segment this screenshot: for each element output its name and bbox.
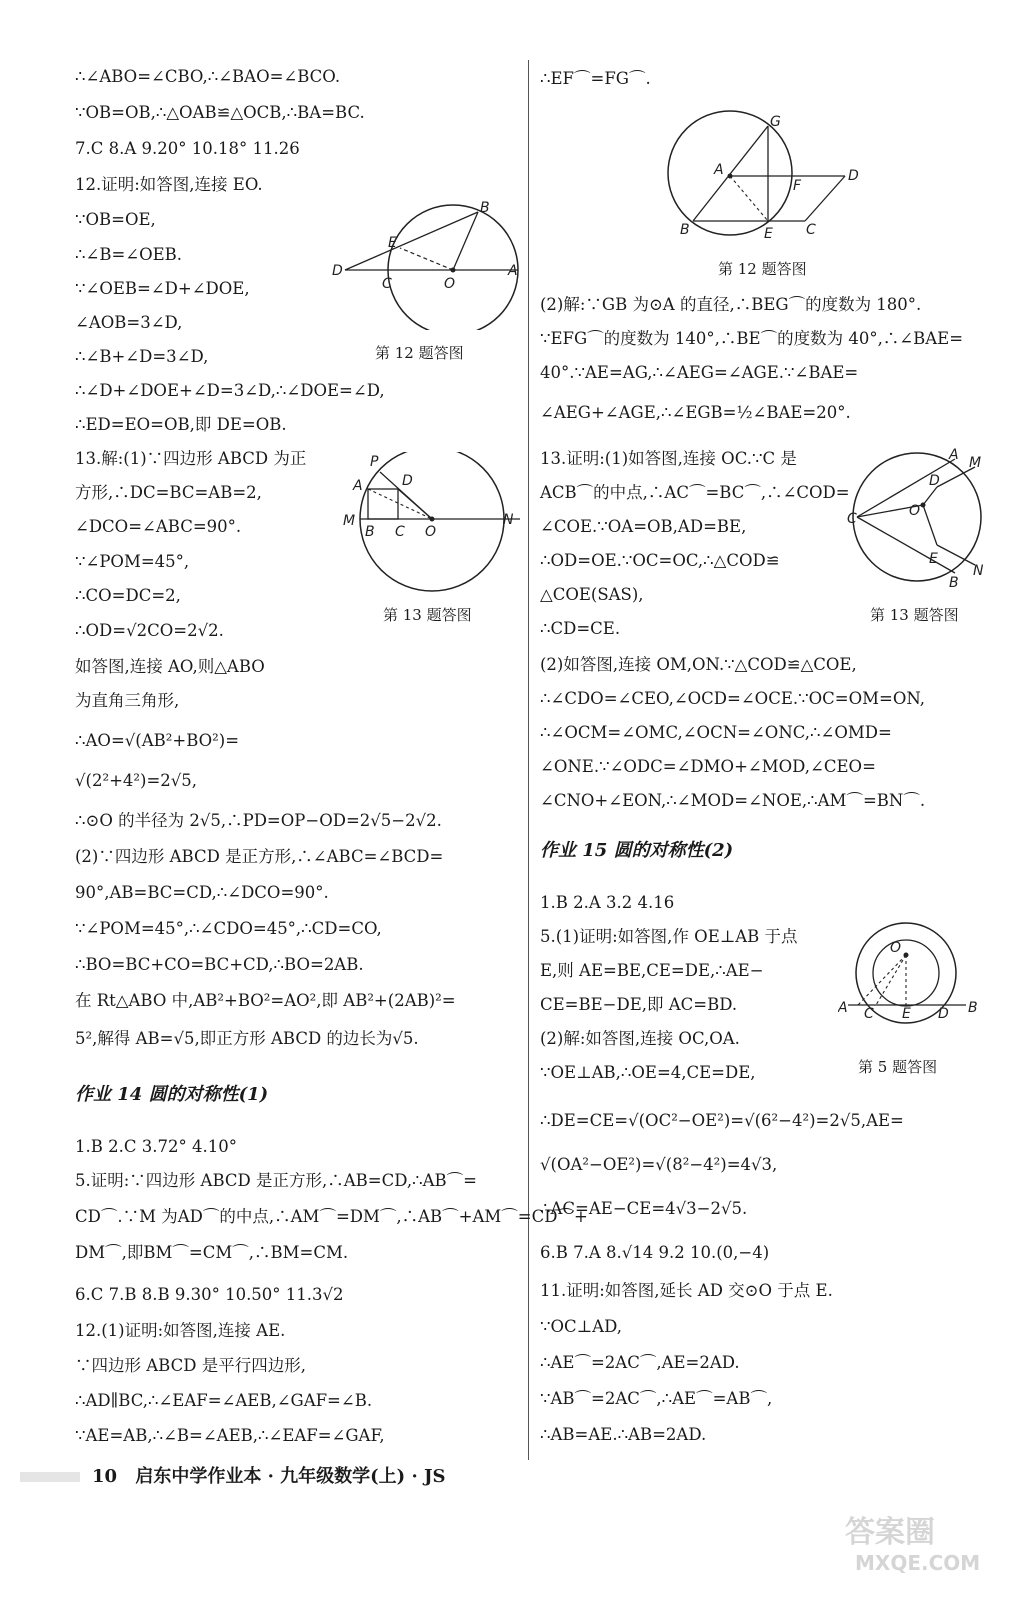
label-C: C bbox=[806, 222, 816, 238]
label-A: A bbox=[508, 263, 518, 279]
answer-line: 7.C 8.A 9.20° 10.18° 11.26 bbox=[75, 139, 300, 158]
text-line: ∴EF⌒=FG⌒. bbox=[540, 69, 651, 88]
text-line: ∴CD=CE. bbox=[540, 619, 621, 638]
text-line: E,则 AE=BE,CE=DE,∴AE− bbox=[540, 961, 764, 980]
text-line: √(OA²−OE²)=√(8²−4²)=4√3, bbox=[540, 1155, 778, 1174]
text-line: ∵∠POM=45°, bbox=[75, 552, 190, 571]
text-line: ∵AE=AB,∴∠B=∠AEB,∴∠EAF=∠GAF, bbox=[75, 1426, 385, 1445]
text-line: 5²,解得 AB=√5,即正方形 ABCD 的边长为√5. bbox=[75, 1029, 419, 1048]
answer-line: 6.B 7.A 8.√14 9.2 10.(0,−4) bbox=[540, 1243, 770, 1262]
text-line: (2)如答图,连接 OM,ON.∵△COD≌△COE, bbox=[540, 655, 857, 674]
text-line: (2)解:∵GB 为⊙A 的直径,∴BEG⌒的度数为 180°. bbox=[540, 295, 922, 314]
figure-12-right bbox=[660, 108, 870, 243]
label-P: P bbox=[370, 454, 379, 470]
text-line: ∵OB=OB,∴△OAB≌△OCB,∴BA=BC. bbox=[75, 103, 365, 122]
book-title: 启东中学作业本 · 九年级数学(上) · JS bbox=[135, 1466, 446, 1487]
text-line: 如答图,连接 AO,则△ABO bbox=[75, 657, 265, 676]
text-line: ∠DCO=∠ABC=90°. bbox=[75, 517, 242, 536]
answer-line: 6.C 7.B 8.B 9.30° 10.50° 11.3√2 bbox=[75, 1285, 344, 1304]
answer-line: 1.B 2.A 3.2 4.16 bbox=[540, 893, 675, 912]
text-line: ∵四边形 ABCD 是平行四边形, bbox=[75, 1356, 306, 1375]
text-line: ∠CNO+∠EON,∴∠MOD=∠NOE,∴AM⌒=BN⌒. bbox=[540, 791, 926, 810]
label-A: A bbox=[838, 1000, 848, 1016]
label-C: C bbox=[382, 276, 392, 292]
label-E: E bbox=[764, 226, 773, 242]
text-line: 5.(1)证明:如答图,作 OE⊥AB 于点 bbox=[540, 927, 798, 946]
figure-13-right bbox=[845, 445, 995, 595]
text-line: ∵∠POM=45°,∴∠CDO=45°,∴CD=CO, bbox=[75, 919, 382, 938]
text-line: ∴BO=BC+CO=BC+CD,∴BO=2AB. bbox=[75, 955, 364, 974]
text-line: 13.证明:(1)如答图,连接 OC.∵C 是 bbox=[540, 449, 797, 468]
label-N: N bbox=[503, 512, 514, 528]
text-line: ∴OD=OE.∵OC=OC,∴△COD≌ bbox=[540, 551, 780, 570]
text-line: (2)解:如答图,连接 OC,OA. bbox=[540, 1029, 740, 1048]
label-B: B bbox=[968, 1000, 978, 1016]
label-C: C bbox=[395, 524, 405, 540]
text-line: 12.(1)证明:如答图,连接 AE. bbox=[75, 1321, 286, 1340]
text-line: ∵∠OEB=∠D+∠DOE, bbox=[75, 279, 250, 298]
answer-line: 1.B 2.C 3.72° 4.10° bbox=[75, 1137, 237, 1156]
label-N: N bbox=[973, 563, 984, 579]
text-line: 12.证明:如答图,连接 EO. bbox=[75, 175, 263, 194]
label-C: C bbox=[847, 511, 857, 527]
watermark-text: 答案圈 bbox=[845, 1515, 935, 1550]
text-line: ∴AC=AE−CE=4√3−2√5. bbox=[540, 1199, 748, 1218]
figure-13-left bbox=[335, 452, 525, 602]
label-A: A bbox=[353, 478, 363, 494]
label-O: O bbox=[444, 276, 456, 292]
text-line: ∴∠B=∠OEB. bbox=[75, 245, 183, 264]
section-heading: 作业 14 圆的对称性(1) bbox=[75, 1084, 269, 1105]
label-D: D bbox=[938, 1006, 949, 1022]
watermark-url: MXQE.COM bbox=[855, 1551, 981, 1575]
text-line: ∴∠OCM=∠OMC,∠OCN=∠ONC,∴∠OMD= bbox=[540, 723, 892, 742]
text-line: ∴DE=CE=√(OC²−OE²)=√(6²−4²)=2√5,AE= bbox=[540, 1111, 904, 1130]
text-line: 方形,∴DC=BC=AB=2, bbox=[75, 483, 262, 502]
text-line: ∵AB⌒=2AC⌒,∴AE⌒=AB⌒, bbox=[540, 1389, 773, 1408]
text-line: ∴CO=DC=2, bbox=[75, 586, 181, 605]
text-line: 为直角三角形, bbox=[75, 691, 180, 710]
text-line: 40°.∵AE=AG,∴∠AEG=∠AGE.∵∠BAE= bbox=[540, 363, 859, 382]
figure-caption: 第 13 题答图 bbox=[870, 606, 959, 624]
section-heading: 作业 15 圆的对称性(2) bbox=[540, 840, 734, 861]
text-line: ∠AEG+∠AGE,∴∠EGB=½∠BAE=20°. bbox=[540, 403, 851, 422]
label-D: D bbox=[332, 263, 343, 279]
label-B: B bbox=[949, 575, 959, 591]
label-B: B bbox=[680, 222, 690, 238]
label-E: E bbox=[388, 235, 397, 251]
text-line: ∴∠B+∠D=3∠D, bbox=[75, 347, 209, 366]
label-O: O bbox=[425, 524, 437, 540]
text-line: ∵EFG⌒的度数为 140°,∴BE⌒的度数为 40°,∴∠BAE= bbox=[540, 329, 964, 348]
text-line: 90°,AB=BC=CD,∴∠DCO=90°. bbox=[75, 883, 329, 902]
label-O: O bbox=[909, 503, 921, 519]
text-line: 5.证明:∵四边形 ABCD 是正方形,∴AB=CD,∴AB⌒= bbox=[75, 1171, 477, 1190]
label-G: G bbox=[770, 114, 781, 130]
text-line: 13.解:(1)∵四边形 ABCD 为正 bbox=[75, 449, 307, 468]
figure-caption: 第 12 题答图 bbox=[375, 344, 464, 362]
text-line: CE=BE−DE,即 AC=BD. bbox=[540, 995, 738, 1014]
text-line: 11.证明:如答图,延长 AD 交⊙O 于点 E. bbox=[540, 1281, 833, 1300]
text-line: ∠COE.∵OA=OB,AD=BE, bbox=[540, 517, 747, 536]
text-line: ∠ONE.∵∠ODC=∠DMO+∠MOD,∠CEO= bbox=[540, 757, 876, 776]
label-D: D bbox=[848, 168, 859, 184]
column-divider bbox=[528, 60, 529, 1460]
text-line: ∴AB=AE.∴AB=2AD. bbox=[540, 1425, 707, 1444]
text-line: ∴OD=√2CO=2√2. bbox=[75, 621, 224, 640]
label-E: E bbox=[902, 1006, 911, 1022]
label-F: F bbox=[793, 178, 802, 194]
text-line: ∵OC⊥AD, bbox=[540, 1317, 622, 1336]
watermark-logo bbox=[835, 1508, 1015, 1578]
footer-decoration bbox=[20, 1472, 80, 1482]
label-D: D bbox=[929, 473, 940, 489]
label-A: A bbox=[714, 162, 724, 178]
label-M: M bbox=[969, 455, 982, 471]
label-B: B bbox=[480, 200, 490, 216]
text-line: ∵OE⊥AB,∴OE=4,CE=DE, bbox=[540, 1063, 756, 1082]
page-number: 10 bbox=[92, 1466, 118, 1487]
text-line: ∴ED=EO=OB,即 DE=OB. bbox=[75, 415, 287, 434]
footer bbox=[92, 1462, 446, 1488]
figure-caption: 第 12 题答图 bbox=[718, 260, 807, 278]
text-line: 在 Rt△ABO 中,AB²+BO²=AO²,即 AB²+(2AB)²= bbox=[75, 991, 456, 1010]
label-C: C bbox=[864, 1006, 874, 1022]
text-line: ∴AO=√(AB²+BO²)= bbox=[75, 731, 240, 750]
text-line: ∴⊙O 的半径为 2√5,∴PD=OP−OD=2√5−2√2. bbox=[75, 811, 442, 830]
figure-caption: 第 13 题答图 bbox=[383, 606, 472, 624]
text-line: ∵OB=OE, bbox=[75, 210, 156, 229]
text-line: ACB⌒的中点,∴AC⌒=BC⌒,∴∠COD= bbox=[540, 483, 850, 502]
label-A: A bbox=[949, 447, 959, 463]
text-line: ∴∠ABO=∠CBO,∴∠BAO=∠BCO. bbox=[75, 67, 341, 86]
text-line: ∴∠D+∠DOE+∠D=3∠D,∴∠DOE=∠D, bbox=[75, 381, 385, 400]
text-line: ∠AOB=3∠D, bbox=[75, 313, 183, 332]
figure-5-right bbox=[838, 918, 988, 1033]
label-D: D bbox=[402, 473, 413, 489]
figure-12-left bbox=[330, 200, 525, 330]
label-E: E bbox=[929, 551, 938, 567]
text-line: ∴AD∥BC,∴∠EAF=∠AEB,∠GAF=∠B. bbox=[75, 1391, 373, 1410]
text-line: ∴AE⌒=2AC⌒,AE=2AD. bbox=[540, 1353, 740, 1372]
text-line: DM⌒,即BM⌒=CM⌒,∴BM=CM. bbox=[75, 1243, 349, 1262]
label-B: B bbox=[365, 524, 375, 540]
text-line: √(2²+4²)=2√5, bbox=[75, 771, 198, 790]
label-O: O bbox=[890, 940, 902, 956]
text-line: △COE(SAS), bbox=[540, 585, 644, 604]
text-line: (2)∵四边形 ABCD 是正方形,∴∠ABC=∠BCD= bbox=[75, 847, 444, 866]
label-M: M bbox=[343, 513, 356, 529]
figure-caption: 第 5 题答图 bbox=[858, 1058, 938, 1076]
text-line: CD⌒.∵M 为AD⌒的中点,∴AM⌒=DM⌒,∴AB⌒+AM⌒=CD⌒+ bbox=[75, 1207, 588, 1226]
text-line: ∴∠CDO=∠CEO,∠OCD=∠OCE.∵OC=OM=ON, bbox=[540, 689, 926, 708]
